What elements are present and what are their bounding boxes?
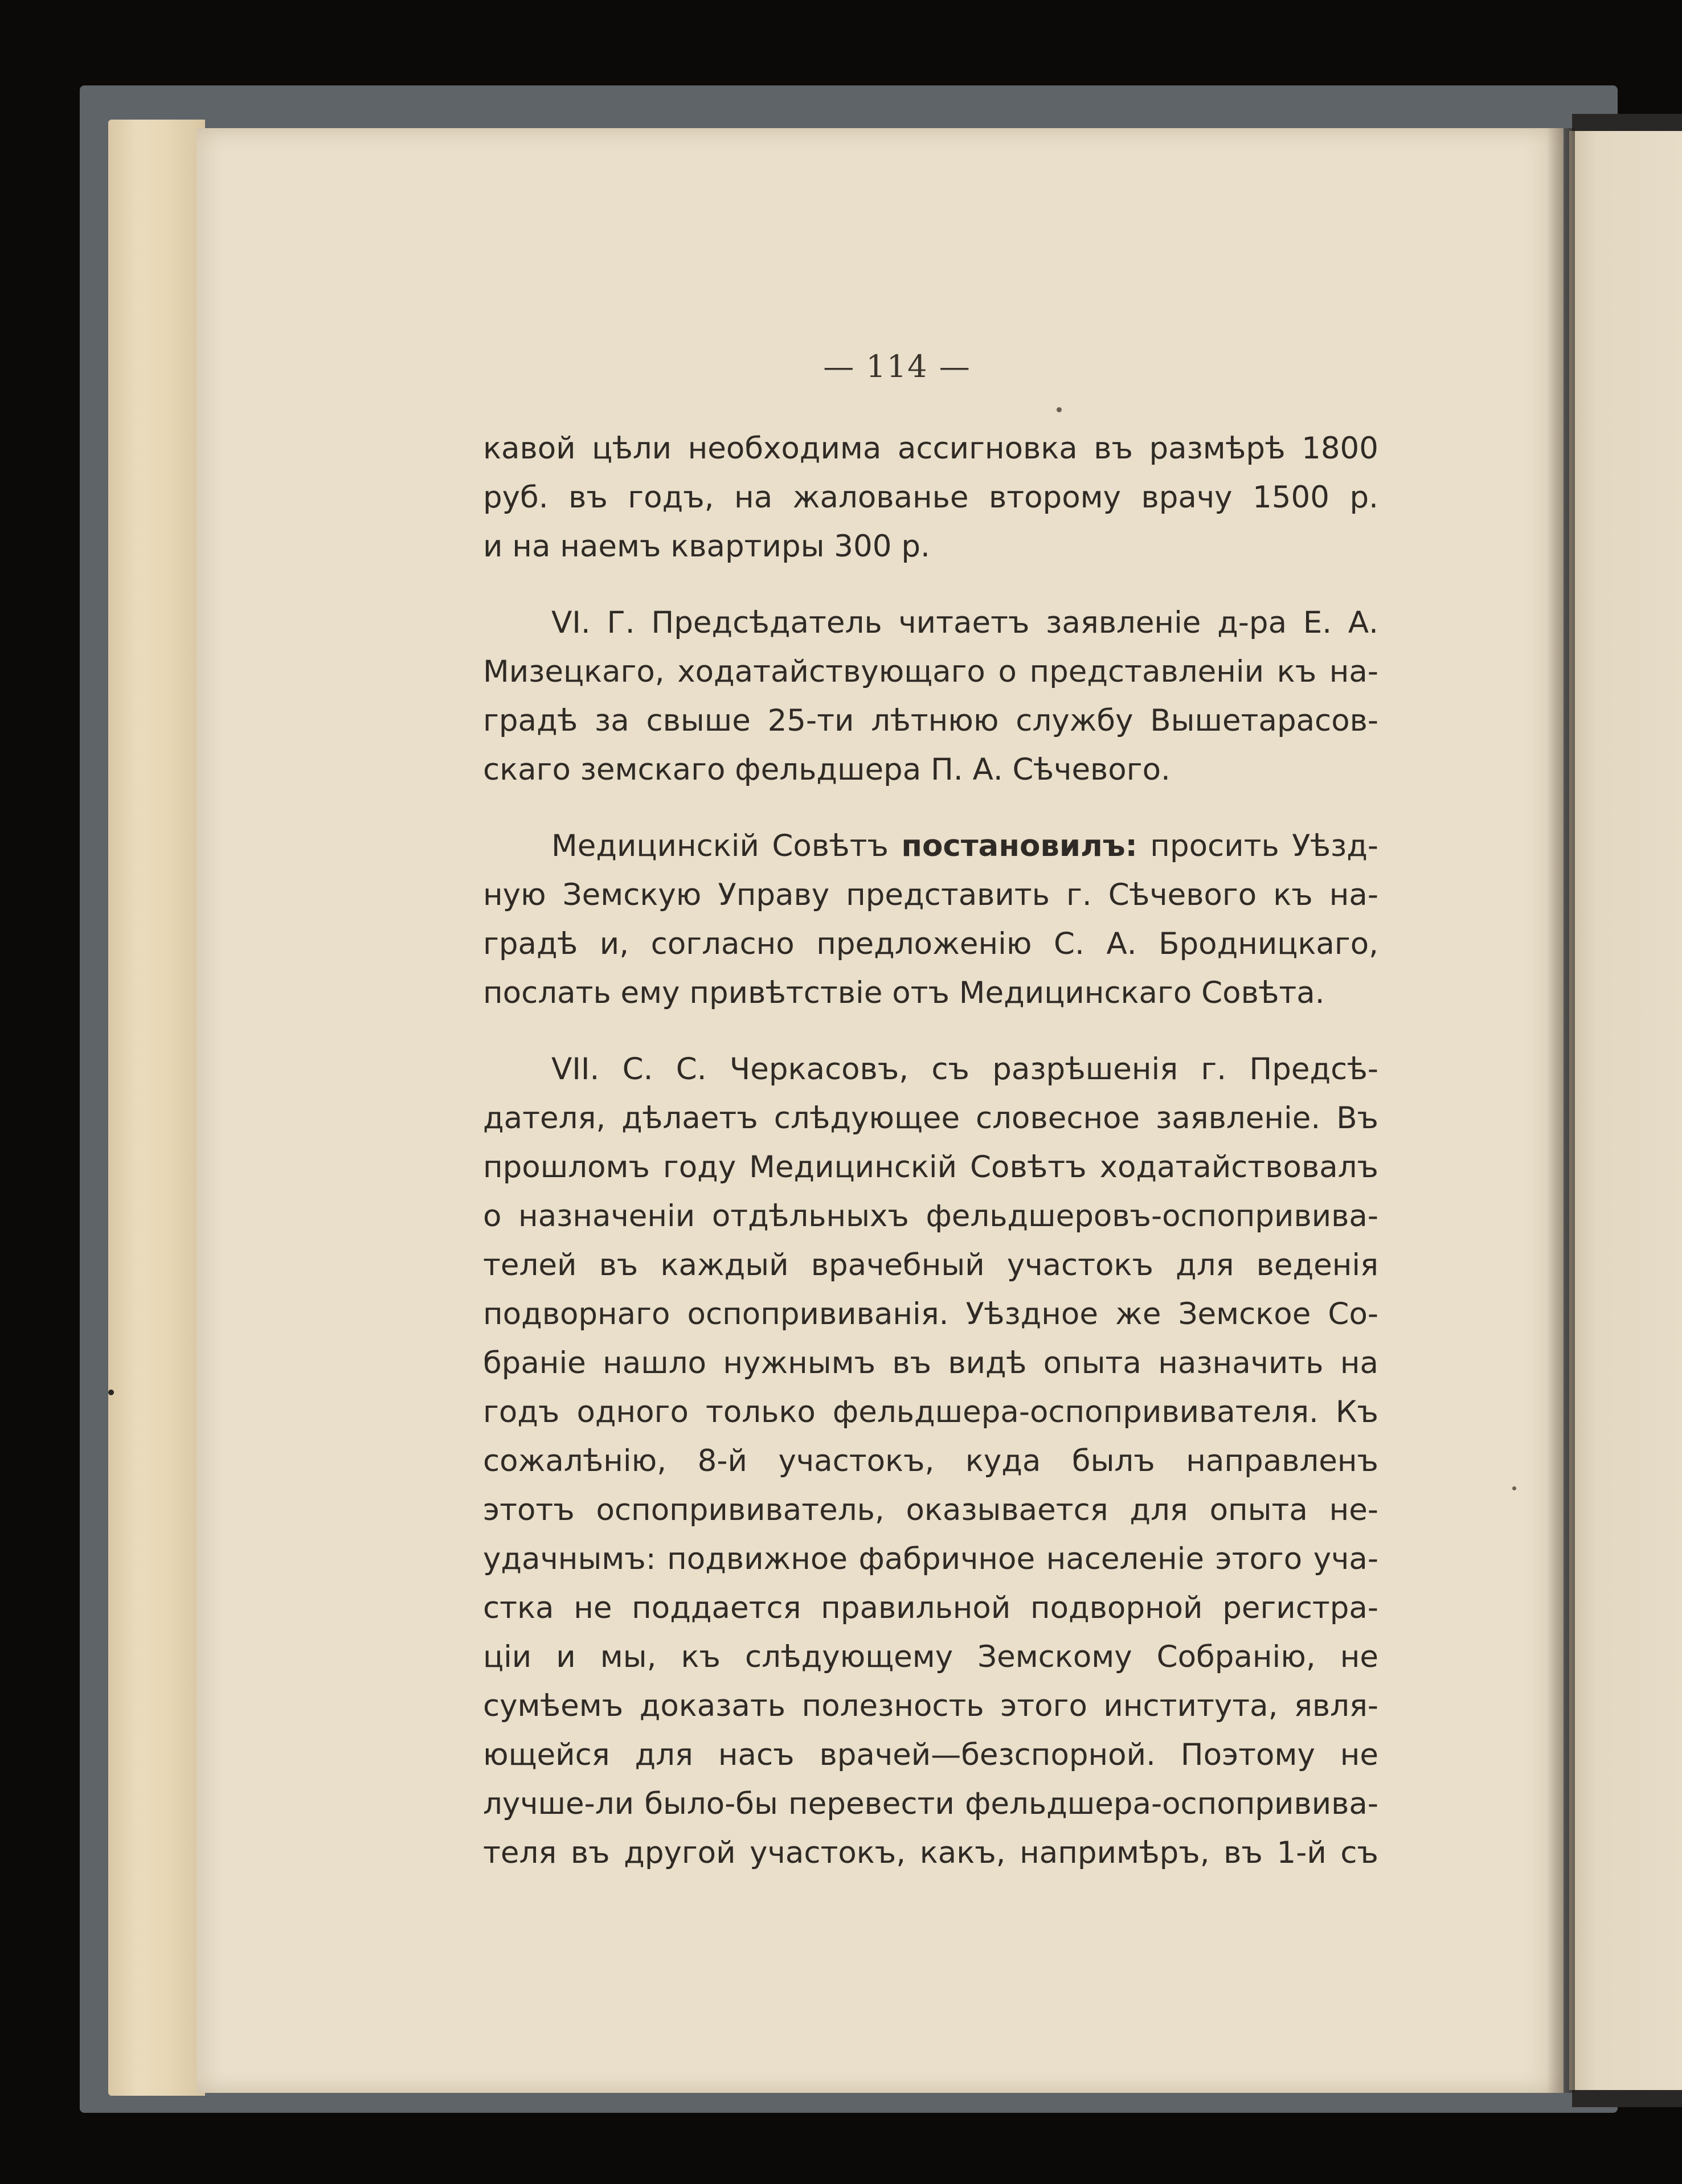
- text-line: браніе нашло нужнымъ въ видѣ опыта назначить на: [483, 1346, 1378, 1380]
- paragraph: [483, 1045, 1378, 1878]
- text-line: теля въ другой участокъ, какъ, напримѣръ, въ 1-й съ: [483, 1835, 1378, 1870]
- text-line: градѣ и, согласно предложенію С. А. Бродницкаго,: [483, 927, 1378, 961]
- paragraph: [483, 424, 1378, 571]
- text-line: VI. Г. Предсѣдатель читаетъ заявленіе д-ра Е. А.: [551, 605, 1378, 640]
- text-line: VII. С. С. Черкасовъ, съ разрѣшенія г. Предсѣ-: [551, 1052, 1378, 1087]
- text-line: этотъ оспопрививатель, оказывается для опыта не-: [483, 1493, 1378, 1527]
- text-line: Мизецкаго, ходатайствующаго о представленіи къ на-: [483, 654, 1378, 689]
- text-line: удачнымъ: подвижное фабричное населеніе этого уча-: [483, 1542, 1378, 1576]
- text-line: дателя, дѣлаетъ слѣдующее словесное заявленіе. Въ: [483, 1101, 1378, 1136]
- text-line: телей въ каждый врачебный участокъ для веденія: [483, 1248, 1378, 1282]
- text-line: ную Земскую Управу представить г. Сѣчевого къ на-: [483, 878, 1378, 912]
- text-line: стка не поддается правильной подворной регистра-: [483, 1591, 1378, 1625]
- text-line: сумѣемъ доказать полезность этого института, явля-: [483, 1689, 1378, 1723]
- page-text: [483, 424, 1378, 1878]
- text-line: подворнаго оспопрививанія. Уѣздное же Земское Со-: [483, 1297, 1378, 1331]
- page-gutter: [1546, 128, 1575, 2093]
- text-line: скаго земскаго фельдшера П. А. Сѣчевого.: [483, 752, 1171, 787]
- text-line: о назначеніи отдѣльныхъ фельдшеровъ-оспопривива-: [483, 1199, 1378, 1234]
- facing-page: [1569, 131, 1682, 2090]
- text-line: послать ему привѣтствіе отъ Медицинскаго Совѣта.: [483, 976, 1325, 1010]
- text-line: [483, 822, 1378, 871]
- text-run: Медицинскій Совѣтъ: [551, 829, 902, 863]
- text-line: руб. въ годъ, на жалованье второму врачу 1500 р.: [483, 480, 1378, 515]
- text-line: и на наемъ квартиры 300 р.: [483, 529, 930, 564]
- page-edges: [108, 120, 205, 2096]
- text-line: ціи и мы, къ слѣдующему Земскому Собранію, не: [483, 1640, 1378, 1674]
- text-line: лучше-ли было-бы перевести фельдшера-оспопривива-: [483, 1786, 1378, 1821]
- paper-speck: [1057, 407, 1062, 412]
- text-line: прошломъ году Медицинскій Совѣтъ ходатайствовалъ: [483, 1150, 1378, 1185]
- text-line: кавой цѣли необходима ассигновка въ размѣрѣ 1800: [483, 431, 1378, 466]
- bold-text-run: постановилъ:: [901, 829, 1137, 863]
- text-line: ющейся для насъ врачей—безспорной. Поэтому не: [483, 1738, 1378, 1772]
- text-run: просить Уѣзд-: [1137, 829, 1379, 863]
- text-line: градѣ за свыше 25-ти лѣтнюю службу Вышетарасов-: [483, 703, 1378, 738]
- paragraph: [483, 599, 1378, 794]
- text-line: сожалѣнію, 8-й участокъ, куда былъ направленъ: [483, 1444, 1378, 1478]
- text-line: годъ одного только фельдшера-оспопрививателя. Къ: [483, 1395, 1378, 1429]
- paper-speck: [1512, 1486, 1516, 1490]
- cover-speck: [108, 1390, 114, 1395]
- page-number: — 114 —: [823, 349, 971, 384]
- paragraph: [483, 822, 1378, 1018]
